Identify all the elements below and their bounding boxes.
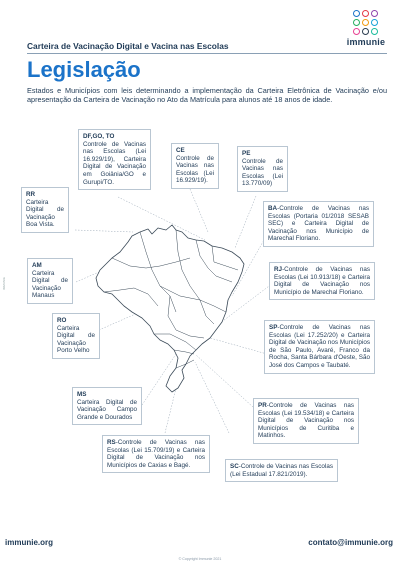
- region-box-sc: [225, 459, 338, 482]
- side-label: IMMUNIE: [2, 277, 6, 290]
- map-outline: [96, 225, 244, 392]
- region-box-am: [27, 258, 73, 304]
- region-box-rs: [102, 435, 210, 473]
- region-text-rr: Carteira Digital de Vacinação Boa Vista.: [26, 198, 64, 229]
- footer-copyright: © Copyright Immunie 2021: [178, 557, 222, 561]
- region-code-pe: PE: [242, 150, 251, 157]
- page-title: Legislação: [27, 57, 141, 82]
- region-text-am: Carteira Digital de Vacinação Manaus: [32, 269, 68, 300]
- region-box-sp: [264, 320, 375, 374]
- region-box-pr: [253, 398, 359, 444]
- region-code-pr: PR: [258, 402, 267, 409]
- intro-paragraph: Estados e Municípios com leis determinando a implementação da Carteira Eletrônica de Vacinação e/ou apresentação da Carteira de Vacinação no Ato da Matrícula para alunos até 18 anos de idade.: [27, 86, 387, 105]
- region-text-sc: -Controle de Vacinas nas Escolas (Lei Estadual 17.821/2019).: [230, 463, 333, 478]
- region-text-pr: -Controle de Vacinas nas Escolas (Lei 19.534/18) e Carteira Digital de Vacinação nos Municípios de Curitiba e Matinhos.: [258, 402, 354, 440]
- region-code-df: DF,GO, TO: [83, 133, 115, 140]
- region-code-ce: CE: [176, 147, 185, 154]
- region-box-ce: [171, 143, 219, 189]
- region-box-rj: [269, 262, 375, 300]
- region-code-am: AM: [32, 262, 42, 269]
- footer-email-link[interactable]: contato@immunie.org: [308, 538, 393, 547]
- region-text-rs: -Controle de Vacinas nas Escolas (Lei 15.709/19) e Carteira Digital de Vacinação nos Municípios de Caxias e Bagé.: [107, 439, 205, 469]
- region-box-ba: [263, 201, 374, 247]
- brand-name: immunie: [346, 37, 386, 47]
- region-code-sc: SC: [230, 463, 239, 470]
- region-text-ce: Controle de Vacinas nas Escolas (Lei 16.929/19).: [176, 154, 214, 185]
- region-box-pe: [237, 146, 288, 192]
- region-text-ms: Carteira Digital de Vacinação Campo Grande e Dourados: [77, 398, 137, 421]
- region-code-sp: SP: [269, 324, 278, 331]
- region-box-ro: [52, 313, 100, 359]
- region-box-df: [78, 129, 151, 190]
- region-text-sp: -Controle de Vacinas nas Escolas (Lei 17.252/20) e Carteira Digital de Vacinação nos Municípios de São Paulo, Avaré, Franco da Rocha, Santa Bárbara d'Oeste, São José dos Campos e Taubaté.: [269, 324, 370, 369]
- region-text-rj: -Controle de Vacinas nas Escolas (Lei 10.913/18) e Carteira Digital de Vacinação nos Município de Marechal Floriano.: [274, 266, 370, 296]
- region-code-rj: RJ: [274, 266, 283, 273]
- region-code-ms: MS: [77, 391, 87, 398]
- header-subtitle: Carteira de Vacinação Digital e Vacina nas Escolas: [27, 41, 229, 51]
- region-text-pe: Controle de Vacinas nas Escolas (Lei 13.770/09): [242, 157, 283, 188]
- region-text-df: Controle de Vacinas nas Escolas (Lei 16.929/19), Carteira Digital de Vacinação em Goiânia/GO e Gurupi/TO.: [83, 140, 146, 186]
- region-code-rs: RS: [107, 439, 116, 446]
- region-text-ro: Carteira Digital de Vacinação Porto Velho: [57, 324, 95, 355]
- region-code-ro: RO: [57, 317, 67, 324]
- footer-website-link[interactable]: immunie.org: [5, 538, 54, 547]
- region-box-rr: [21, 187, 69, 233]
- region-box-ms: [72, 387, 142, 425]
- region-code-ba: BA: [268, 205, 278, 212]
- region-text-ba: -Controle de Vacinas nas Escolas (Portaria 01/2018 SESAB SEC) e Carteira Digital de Vacinação nos Município de Marechal Floriano.: [268, 205, 369, 243]
- region-code-rr: RR: [26, 191, 36, 198]
